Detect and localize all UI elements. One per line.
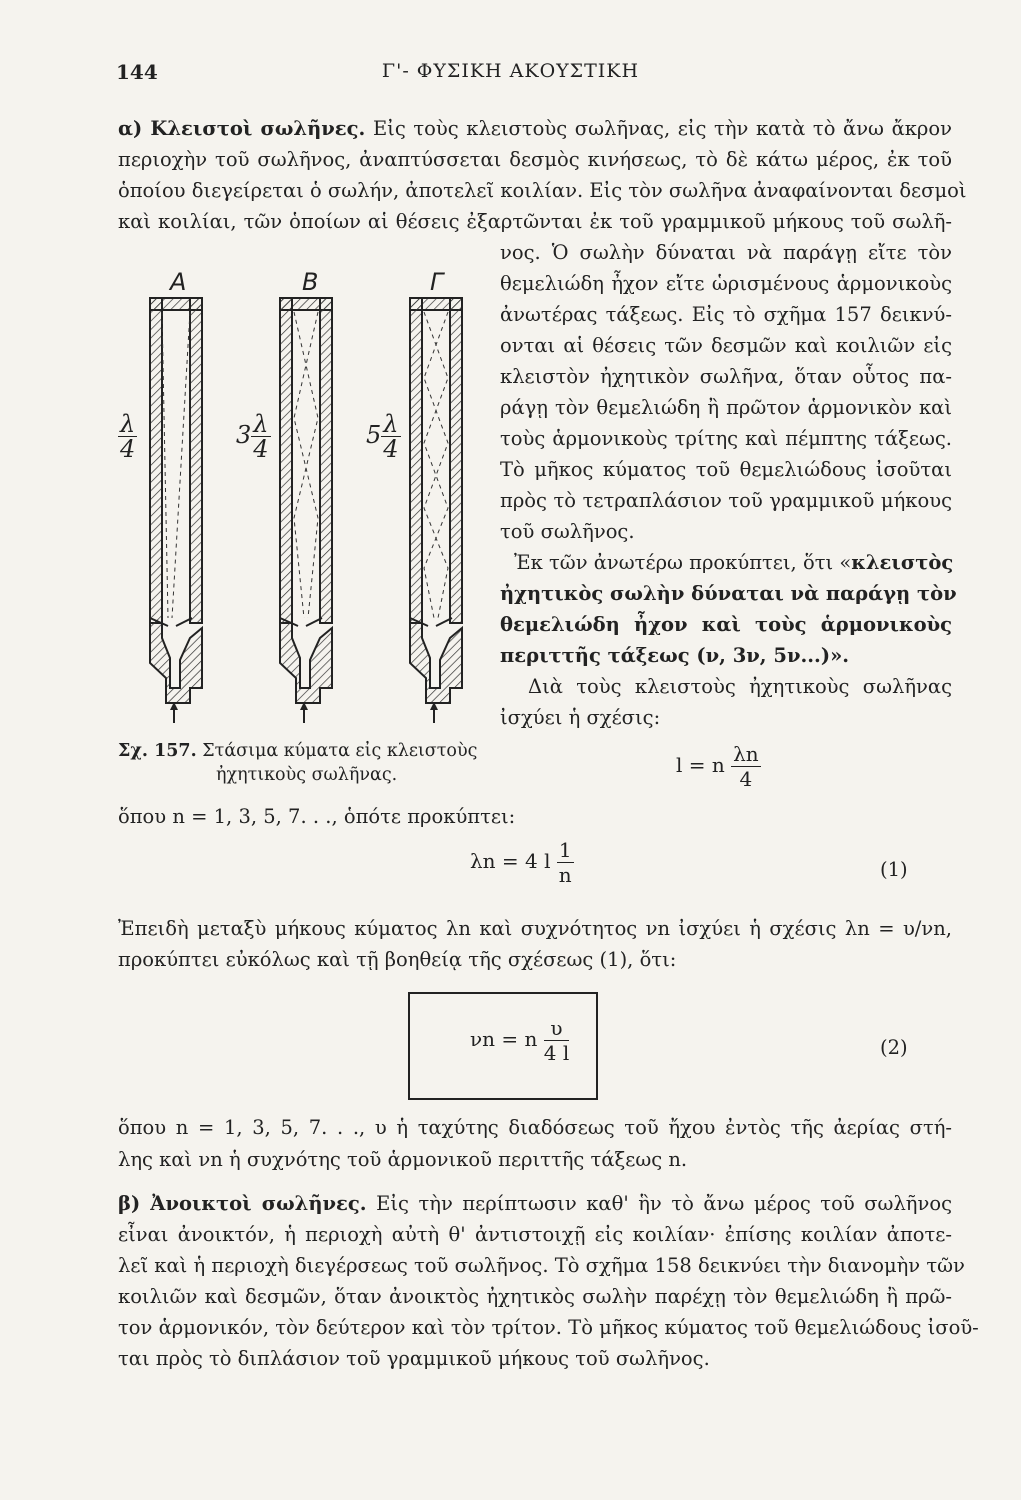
conclusion-line-2: ἠχητικὸς σωλὴν δύναται νὰ παράγῃ τὸν xyxy=(500,582,957,605)
fraction-b: 3 $\frac{\lambda}{4}$ xyxy=(236,410,269,463)
where2-line-1: ὅπου n = 1, 3, 5, 7. . ., υ ἡ ταχύτης διαδόσεως τοῦ ἤχου ἐντὸς τῆς ἀερίας στή- xyxy=(118,1116,952,1139)
figure-caption: Σχ. 157. Στάσιμα κύματα εἰς κλειστοὺς xyxy=(118,741,478,761)
fraction-g: 5 $\frac{\lambda}{4}$ xyxy=(366,410,399,463)
where-line-1: ὅπου n = 1, 3, 5, 7. . ., ὁπότε προκύπτει: xyxy=(118,805,516,828)
tube-g xyxy=(410,298,462,723)
right-line: ράγῃ τὸν θεμελιώδη ἢ πρῶτον ἁρμονικὸν καὶ xyxy=(500,396,952,419)
section-b-line: κοιλιῶν καὶ δεσμῶν, ὅταν ἀνοικτὸς ἠχητικὸς σωλὴν παρέχῃ τὸν θεμελιώδη ἢ πρῶ- xyxy=(118,1285,952,1308)
relation-line-1: Διὰ τοὺς κλειστοὺς ἠχητικοὺς σωλῆνας xyxy=(528,675,952,698)
conclusion-line-4: περιττῆς τάξεως (ν, 3ν, 5ν...)». xyxy=(500,644,850,667)
tube-b xyxy=(280,298,332,723)
section-b-line: τον ἁρμονικόν, τὸν δεύτερον καὶ τὸν τρίτον. Τὸ μῆκος κύματος τοῦ θεμελιώδους ἰσοῦ- xyxy=(118,1316,979,1339)
figure-label-g: Γ xyxy=(430,268,444,296)
right-line: τοὺς ἁρμονικοὺς τρίτης καὶ πέμπτης τάξεως. xyxy=(500,427,952,450)
fraction-a: $\frac{\lambda}{4}$ xyxy=(119,410,136,463)
para2-line-2: προκύπτει εὐκόλως καὶ τῇ βοηθείᾳ τῆς σχέσεως (1), ὅτι: xyxy=(118,948,677,971)
right-line: πρὸς τὸ τετραπλάσιον τοῦ γραμμικοῦ μήκους xyxy=(500,489,952,512)
figure-label-b: Β xyxy=(302,268,319,296)
page-number: 144 xyxy=(116,60,158,84)
formula-length: l = n $\frac{\lambda n}{4}$ xyxy=(676,742,759,791)
page-header xyxy=(0,60,1021,90)
right-line: ἀνωτέρας τάξεως. Εἰς τὸ σχῆμα 157 δεικνύ- xyxy=(500,303,952,326)
right-line: θεμελιώδη ἦχον εἴτε ὡρισμένους ἁρμονικοὺς xyxy=(500,272,952,295)
conclusion-line-1: Ἐκ τῶν ἀνωτέρω προκύπτει, ὅτι «κλειστὸς xyxy=(514,551,954,574)
equation-tag-1: (1) xyxy=(880,858,908,881)
conclusion-line-3: θεμελιώδη ἦχον καὶ τοὺς ἁρμονικοὺς xyxy=(500,613,952,636)
figure-caption-2: ἠχητικοὺς σωλῆνας. xyxy=(216,765,398,785)
tube-a xyxy=(150,298,202,723)
relation-line-2: ἰσχύει ἡ σχέσις: xyxy=(500,706,661,729)
formula-frequency: νn = n $\frac{\upsilon}{4 l}$ xyxy=(470,1016,570,1065)
right-line: νος. Ὁ σωλὴν δύναται νὰ παράγῃ εἴτε τὸν xyxy=(500,241,952,264)
right-line: τοῦ σωλῆνος. xyxy=(500,520,635,543)
figure-label-a: Α xyxy=(170,268,187,296)
section-a-line-4: καὶ κοιλίαι, τῶν ὁποίων αἱ θέσεις ἐξαρτῶνται ἐκ τοῦ γραμμικοῦ μήκους τοῦ σωλῆ- xyxy=(118,210,952,233)
para2-line-1: Ἐπειδὴ μεταξὺ μήκους κύματος λn καὶ συχνότητος νn ἰσχύει ἡ σχέσις λn = υ/νn, xyxy=(118,917,952,940)
equation-tag-2: (2) xyxy=(880,1036,908,1059)
right-line: Τὸ μῆκος κύματος τοῦ θεμελιώδους ἰσοῦται xyxy=(500,458,952,481)
where2-line-2: λης καὶ νn ἡ συχνότης τοῦ ἁρμονικοῦ περιττῆς τάξεως n. xyxy=(118,1148,688,1171)
figure-157 xyxy=(110,268,480,728)
section-a-line-1: α) Κλειστοὶ σωλῆνες. Εἰς τοὺς κλειστοὺς σωλῆνας, εἰς τὴν κατὰ τὸ ἄνω ἄκρον xyxy=(118,117,952,140)
section-b-heading: β) Ἀνοικτοὶ σωλῆνες. xyxy=(118,1192,367,1215)
section-a-line-3: ὁποίου διεγείρεται ὁ σωλήν, ἀποτελεῖ κοιλίαν. Εἰς τὸν σωλῆνα ἀναφαίνονται δεσμοὶ xyxy=(118,179,967,202)
section-b-line: ται πρὸς τὸ διπλάσιον τοῦ γραμμικοῦ μήκους τοῦ σωλῆνος. xyxy=(118,1347,710,1370)
section-b-line: λεῖ καὶ ἡ περιοχὴ διεγέρσεως τοῦ σωλῆνος. Τὸ σχῆμα 158 δεικνύει τὴν διανομὴν τῶν xyxy=(118,1254,965,1277)
section-a-heading: α) Κλειστοὶ σωλῆνες. xyxy=(118,117,366,140)
right-line: κλειστὸν ἠχητικὸν σωλῆνα, ὅταν οὗτος πα- xyxy=(500,365,952,388)
section-a-line-2: περιοχὴν τοῦ σωλῆνος, ἀναπτύσσεται δεσμὸς κινήσεως, τὸ δὲ κάτω μέρος, ἐκ τοῦ xyxy=(118,148,952,171)
section-b-line-1: β) Ἀνοικτοὶ σωλῆνες. Εἰς τὴν περίπτωσιν καθ' ἣν τὸ ἄνω μέρος τοῦ σωλῆνος xyxy=(118,1192,952,1215)
formula-wavelength: λn = 4 l $\frac{1}{n}$ xyxy=(470,838,572,887)
right-line: ονται αἱ θέσεις τῶν δεσμῶν καὶ κοιλιῶν εἰς xyxy=(500,334,952,357)
section-b-line: εἶναι ἀνοικτόν, ἡ περιοχὴ αὐτὴ θ' ἀντιστοιχῇ εἰς κοιλίαν· ἐπίσης κοιλίαν ἀποτε- xyxy=(118,1223,952,1246)
running-title: Γ'- ΦΥΣΙΚΗ ΑΚΟΥΣΤΙΚΗ xyxy=(381,60,640,82)
